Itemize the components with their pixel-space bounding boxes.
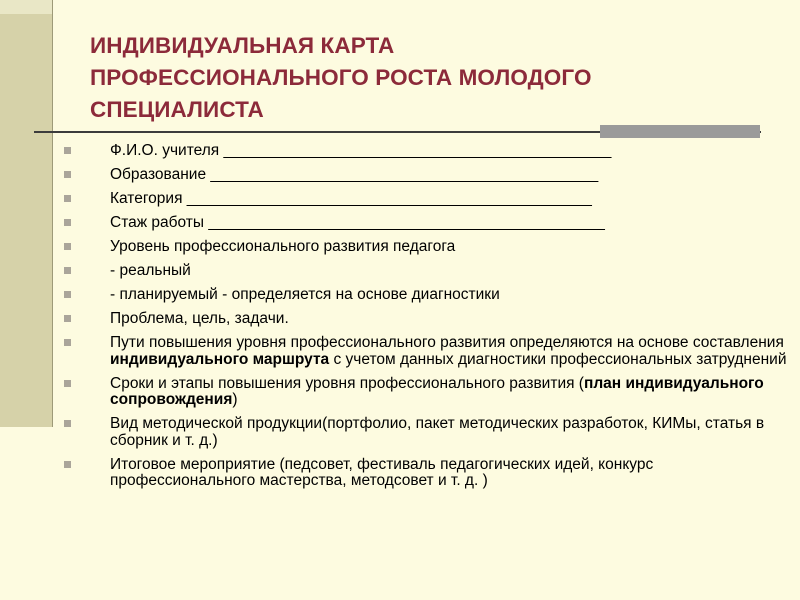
item-text: Стаж работы ______________________________________________ xyxy=(110,214,605,231)
item-text: Уровень профессионального развития педагога xyxy=(110,238,456,255)
bullet-square-icon xyxy=(64,339,71,346)
item-text-before: Сроки и этапы повышения уровня профессионального развития ( xyxy=(110,374,584,392)
item-text: Вид методической продукции(портфолио, пакет методических разработок, КИМы, статья в сборник и т. д.) xyxy=(110,415,765,449)
title-line-2: ПРОФЕССИОНАЛЬНОГО РОСТА МОЛОДОГО xyxy=(90,65,592,90)
bullet-square-icon xyxy=(64,380,71,387)
left-accent-band xyxy=(0,0,53,427)
item-text: Проблема, цель, задачи. xyxy=(110,310,289,327)
item-text: Категория _______________________________________________ xyxy=(110,190,592,207)
list-item xyxy=(64,287,792,304)
list-item xyxy=(64,335,792,368)
item-text-bold: план индивидуального сопровождения xyxy=(110,374,764,408)
item-text: Ф.И.О. учителя _____________________________________________ xyxy=(110,142,612,159)
list-item xyxy=(64,311,792,328)
list-item xyxy=(64,215,792,232)
list-item xyxy=(64,457,792,490)
list-item xyxy=(64,239,792,256)
item-text: - реальный xyxy=(110,262,191,279)
list-item xyxy=(64,167,792,184)
bullet-square-icon xyxy=(64,420,71,427)
bullet-square-icon xyxy=(64,147,71,154)
item-text: - планируемый - определяется на основе диагностики xyxy=(110,286,500,303)
title-divider-accent xyxy=(600,125,760,138)
bullet-square-icon xyxy=(64,195,71,202)
left-accent-band-top xyxy=(0,0,52,14)
item-text: Образование _____________________________________________ xyxy=(110,166,599,183)
slide-title xyxy=(90,30,770,126)
list-item xyxy=(64,416,792,449)
bullet-square-icon xyxy=(64,171,71,178)
bullet-square-icon xyxy=(64,291,71,298)
title-line-1: ИНДИВИДУАЛЬНАЯ КАРТА xyxy=(90,33,395,58)
title-line-3: СПЕЦИАЛИСТА xyxy=(90,97,264,122)
list-item xyxy=(64,191,792,208)
list-item xyxy=(64,376,792,409)
list-item xyxy=(64,143,792,160)
list-item xyxy=(64,263,792,280)
item-text: Итоговое мероприятие (педсовет, фестиваль педагогических идей, конкурс профессионального мастерства, методсовет и т. д. ) xyxy=(110,455,654,489)
bullet-square-icon xyxy=(64,461,71,468)
item-text-after: ) xyxy=(232,391,238,408)
bullet-list xyxy=(64,143,792,497)
bullet-square-icon xyxy=(64,219,71,226)
bullet-square-icon xyxy=(64,315,71,322)
bullet-square-icon xyxy=(64,243,71,250)
item-text-bold: индивидуального маршрута xyxy=(110,350,330,368)
item-text-before: Пути повышения уровня профессионального развития определяются на основе составления xyxy=(110,334,784,351)
bullet-square-icon xyxy=(64,267,71,274)
item-text-after: с учетом данных диагностики профессиональных затруднений xyxy=(329,350,787,368)
